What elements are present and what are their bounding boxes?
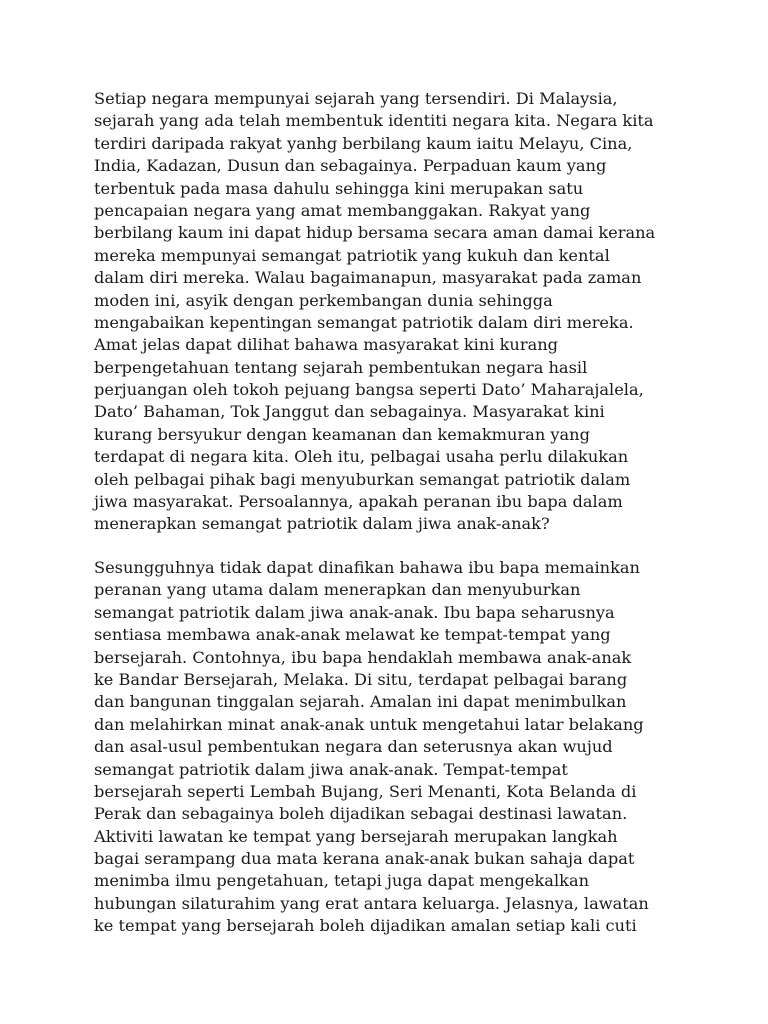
text-line: mengabaikan kepentingan semangat patriotik dalam diri mereka.: [94, 312, 634, 332]
text-line: berpengetahuan tentang sejarah pembentukan negara hasil: [94, 357, 588, 377]
text-line: dan bangunan tinggalan sejarah. Amalan ini dapat menimbulkan: [94, 692, 627, 712]
text-line: dan melahirkan minat anak-anak untuk mengetahui latar belakang: [94, 714, 644, 734]
text-line: pencapaian negara yang amat membanggakan. Rakyat yang: [94, 200, 591, 220]
paragraph-introduction: [94, 88, 694, 536]
text-line: Sesungguhnya tidak dapat dinafikan bahawa ibu bapa memainkan: [94, 558, 640, 577]
text-line: terdiri daripada rakyat yanhg berbilang kaum iaitu Melayu, Cina,: [94, 133, 633, 153]
text-line: jiwa masyarakat. Persoalannya, apakah peranan ibu bapa dalam: [94, 492, 623, 512]
text-line: Perak dan sebagainya boleh dijadikan sebagai destinasi lawatan.: [94, 804, 628, 824]
text-line: terdapat di negara kita. Oleh itu, pelbagai usaha perlu dilakukan: [94, 447, 629, 467]
text-line: moden ini, asyik dengan perkembangan dunia sehingga: [94, 290, 553, 310]
text-line: Dato’ Bahaman, Tok Janggut dan sebagainya. Masyarakat kini: [94, 402, 605, 422]
text-line: bagai serampang dua mata kerana anak-anak bukan sahaja dapat: [94, 849, 635, 869]
paragraph-body: [94, 557, 694, 938]
text-line: Setiap negara mempunyai sejarah yang tersendiri. Di Malaysia,: [94, 89, 618, 108]
text-line: India, Kadazan, Dusun dan sebagainya. Perpaduan kaum yang: [94, 156, 607, 176]
text-line: hubungan silaturahim yang erat antara keluarga. Jelasnya, lawatan: [94, 893, 649, 913]
text-line: peranan yang utama dalam menerapkan dan menyuburkan: [94, 580, 581, 600]
text-line: Amat jelas dapat dilihat bahawa masyarakat kini kurang: [94, 335, 559, 355]
text-line: Aktiviti lawatan ke tempat yang bersejarah merupakan langkah: [94, 826, 618, 846]
text-line: semangat patriotik dalam jiwa anak-anak. Ibu bapa seharusnya: [94, 602, 615, 622]
text-line: ke Bandar Bersejarah, Melaka. Di situ, terdapat pelbagai barang: [94, 669, 628, 689]
text-line: terbentuk pada masa dahulu sehingga kini merupakan satu: [94, 178, 584, 198]
text-line: semangat patriotik dalam jiwa anak-anak. Tempat-tempat: [94, 759, 568, 779]
text-line: berbilang kaum ini dapat hidup bersama secara aman damai kerana: [94, 223, 656, 243]
text-line: sejarah yang ada telah membentuk identiti negara kita. Negara kita: [94, 111, 654, 131]
text-line: perjuangan oleh tokoh pejuang bangsa seperti Dato’ Maharajalela,: [94, 380, 644, 400]
text-line: mereka mempunyai semangat patriotik yang kukuh dan kental: [94, 245, 610, 265]
text-line: bersejarah. Contohnya, ibu bapa hendaklah membawa anak-anak: [94, 647, 632, 667]
text-line: dalam diri mereka. Walau bagaimanapun, masyarakat pada zaman: [94, 268, 642, 288]
text-line: oleh pelbagai pihak bagi menyuburkan semangat patriotik dalam: [94, 469, 631, 489]
text-line: sentiasa membawa anak-anak melawat ke tempat-tempat yang: [94, 625, 611, 645]
text-line: kurang bersyukur dengan keamanan dan kemakmuran yang: [94, 424, 590, 444]
text-line: dan asal-usul pembentukan negara dan seterusnya akan wujud: [94, 737, 613, 757]
text-line: bersejarah seperti Lembah Bujang, Seri Menanti, Kota Belanda di: [94, 781, 637, 801]
text-line: menimba ilmu pengetahuan, tetapi juga dapat mengekalkan: [94, 871, 590, 891]
text-line: ke tempat yang bersejarah boleh dijadikan amalan setiap kali cuti: [94, 916, 637, 936]
text-line: menerapkan semangat patriotik dalam jiwa anak-anak?: [94, 514, 550, 534]
